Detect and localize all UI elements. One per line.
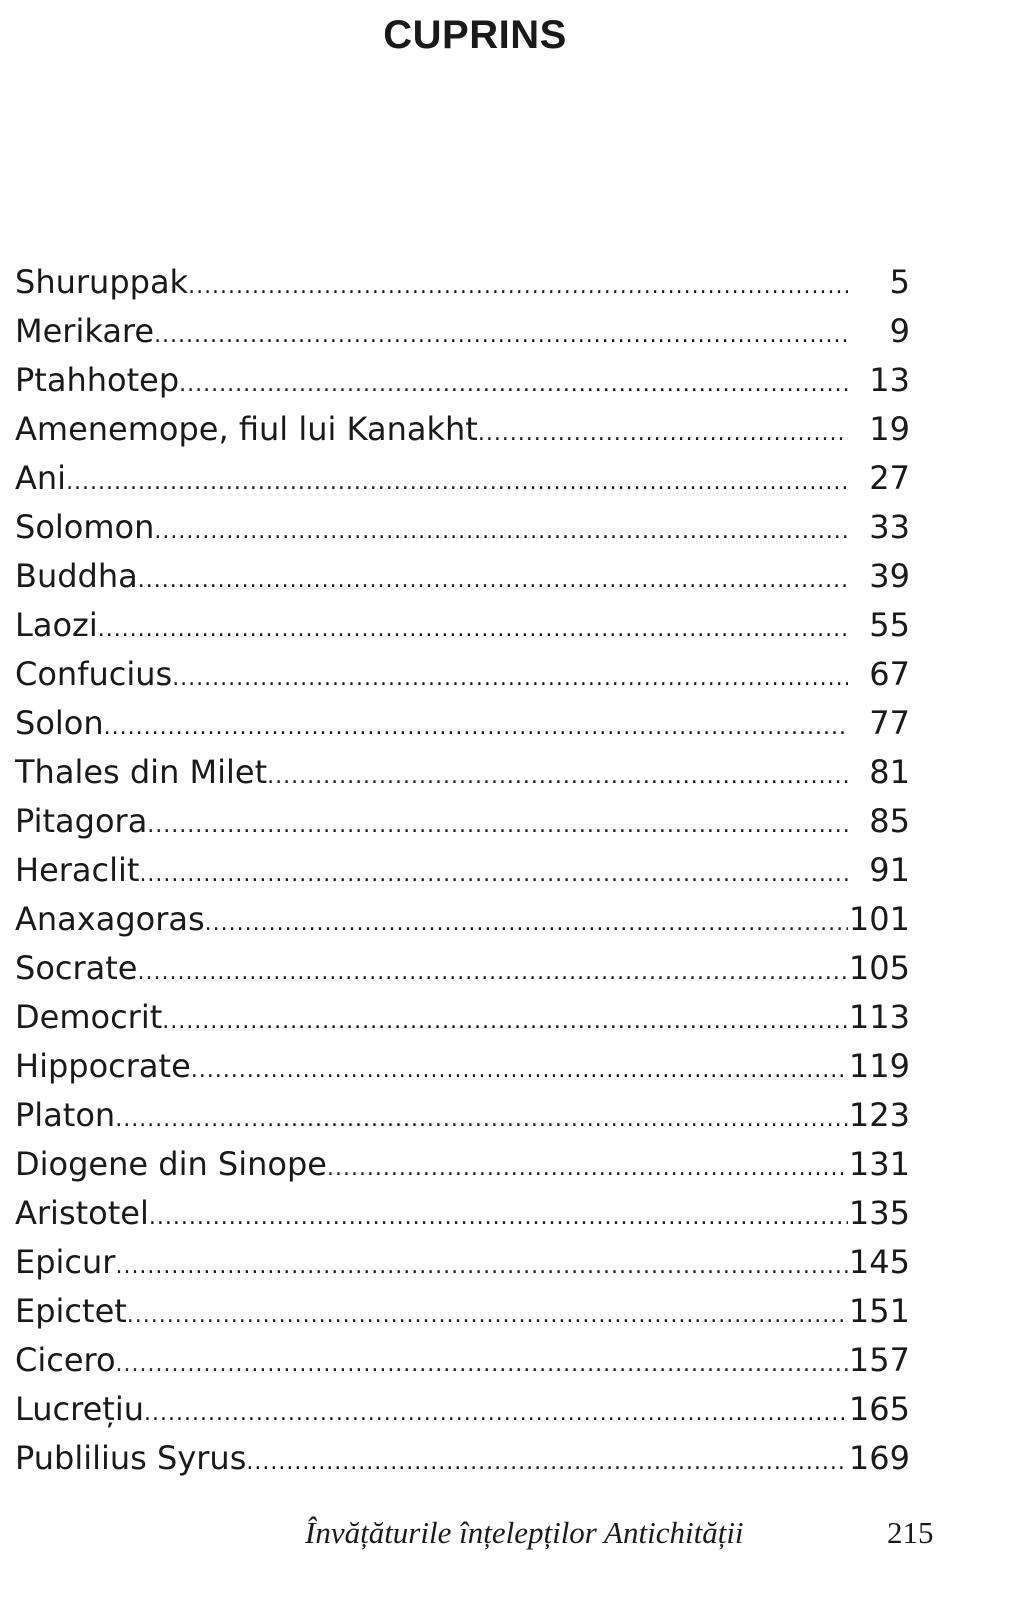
- toc-dot-leader: [127, 1287, 848, 1340]
- toc-entry: [15, 454, 910, 503]
- toc-entry-title: Platon: [15, 1096, 116, 1134]
- toc-entry: [15, 601, 910, 650]
- toc-entry-title: Laozi: [15, 606, 98, 644]
- toc-entry-title: Diogene din Sinope: [15, 1145, 327, 1183]
- toc-entry-page: 135: [848, 1194, 910, 1232]
- toc-entry-page: 55: [869, 606, 910, 644]
- toc-dot-leader: [154, 307, 848, 360]
- toc-entry-page: 67: [869, 655, 910, 693]
- table-of-contents: [15, 258, 910, 1483]
- toc-entry-title: Cicero: [15, 1341, 116, 1379]
- toc-dot-leader: [172, 650, 848, 703]
- toc-dot-leader: [147, 797, 848, 850]
- toc-dot-leader: [246, 1434, 848, 1487]
- toc-entry-title: Merikare: [15, 312, 155, 350]
- toc-entry-title: Ani: [15, 459, 67, 497]
- toc-entry: [15, 1238, 910, 1287]
- toc-dot-leader: [137, 944, 848, 997]
- toc-entry: [15, 1434, 910, 1483]
- toc-entry-page: 151: [848, 1292, 910, 1330]
- toc-entry: [15, 797, 910, 846]
- toc-entry: [15, 699, 910, 748]
- toc-entry-page: 105: [848, 949, 910, 987]
- toc-entry: [15, 944, 910, 993]
- toc-dot-leader: [179, 356, 848, 409]
- toc-entry: [15, 1287, 910, 1336]
- toc-dot-leader: [162, 993, 848, 1046]
- page-title: CUPRINS: [383, 13, 567, 57]
- toc-entry-title: Publilius Syrus: [15, 1439, 247, 1477]
- toc-entry-page: 123: [848, 1096, 910, 1134]
- footer-book-title: Învățăturile înțelepților Antichității: [305, 1515, 744, 1550]
- toc-entry-title: Pitagora: [15, 802, 148, 840]
- toc-entry: [15, 846, 910, 895]
- toc-entry-page: 19: [869, 410, 910, 448]
- toc-entry: [15, 1091, 910, 1140]
- toc-dot-leader: [144, 1385, 848, 1438]
- toc-entry-title: Anaxagoras: [15, 900, 205, 938]
- toc-dot-leader: [139, 846, 848, 899]
- toc-entry-page: 9: [889, 312, 910, 350]
- toc-dot-leader: [98, 601, 848, 654]
- toc-dot-leader: [138, 552, 848, 605]
- toc-dot-leader: [104, 699, 848, 752]
- toc-entry-title: Lucrețiu: [15, 1390, 144, 1428]
- toc-entry-page: 165: [848, 1390, 910, 1428]
- toc-dot-leader: [188, 258, 848, 311]
- toc-entry-title: Amenemope, fiul lui Kanakht: [15, 410, 478, 448]
- toc-entry-title: Buddha: [15, 557, 138, 595]
- toc-entry-page: 77: [869, 704, 910, 742]
- toc-entry: [15, 356, 910, 405]
- toc-entry-title: Epictet: [15, 1292, 127, 1330]
- toc-entry-page: 91: [869, 851, 910, 889]
- toc-dot-leader: [116, 1336, 848, 1389]
- toc-entry-title: Heraclit: [15, 851, 140, 889]
- toc-entry-title: Solomon: [15, 508, 155, 546]
- toc-entry-title: Confucius: [15, 655, 173, 693]
- page-footer: [0, 1515, 1011, 1565]
- toc-entry: [15, 1042, 910, 1091]
- toc-entry-title: Hippocrate: [15, 1047, 191, 1085]
- toc-entry-page: 145: [848, 1243, 910, 1281]
- toc-entry: [15, 503, 910, 552]
- toc-entry-page: 5: [889, 263, 910, 301]
- toc-entry: [15, 307, 910, 356]
- toc-entry: [15, 258, 910, 307]
- toc-entry-title: Democrit: [15, 998, 163, 1036]
- toc-entry-title: Socrate: [15, 949, 138, 987]
- toc-entry-page: 157: [848, 1341, 910, 1379]
- toc-entry: [15, 552, 910, 601]
- toc-entry: [15, 650, 910, 699]
- toc-entry-page: 81: [869, 753, 910, 791]
- toc-entry-page: 113: [848, 998, 910, 1036]
- footer-page-number: 215: [887, 1515, 934, 1550]
- toc-dot-leader: [478, 405, 848, 458]
- toc-entry-page: 27: [869, 459, 910, 497]
- toc-entry-title: Solon: [15, 704, 104, 742]
- toc-dot-leader: [191, 1042, 848, 1095]
- toc-entry: [15, 1385, 910, 1434]
- toc-entry-page: 131: [848, 1145, 910, 1183]
- toc-entry: [15, 1140, 910, 1189]
- toc-entry: [15, 895, 910, 944]
- toc-entry-page: 85: [869, 802, 910, 840]
- toc-dot-leader: [205, 895, 848, 948]
- toc-entry: [15, 1336, 910, 1385]
- toc-entry-title: Epicur: [15, 1243, 116, 1281]
- toc-entry-page: 119: [848, 1047, 910, 1085]
- toc-entry-page: 39: [869, 557, 910, 595]
- toc-dot-leader: [115, 1091, 848, 1144]
- toc-dot-leader: [327, 1140, 848, 1193]
- toc-entry-page: 169: [848, 1439, 910, 1477]
- toc-dot-leader: [66, 454, 848, 507]
- toc-entry: [15, 748, 910, 797]
- toc-entry-title: Ptahhotep: [15, 361, 180, 399]
- toc-entry: [15, 1189, 910, 1238]
- toc-entry: [15, 993, 910, 1042]
- toc-entry-page: 13: [869, 361, 910, 399]
- toc-dot-leader: [149, 1189, 848, 1242]
- toc-dot-leader: [115, 1238, 848, 1291]
- toc-entry-page: 101: [848, 900, 910, 938]
- toc-entry-title: Aristotel: [15, 1194, 149, 1232]
- toc-entry-title: Thales din Milet: [15, 753, 268, 791]
- toc-entry: [15, 405, 910, 454]
- toc-dot-leader: [154, 503, 848, 556]
- toc-dot-leader: [267, 748, 848, 801]
- toc-entry-title: Shuruppak: [15, 263, 189, 301]
- toc-entry-page: 33: [869, 508, 910, 546]
